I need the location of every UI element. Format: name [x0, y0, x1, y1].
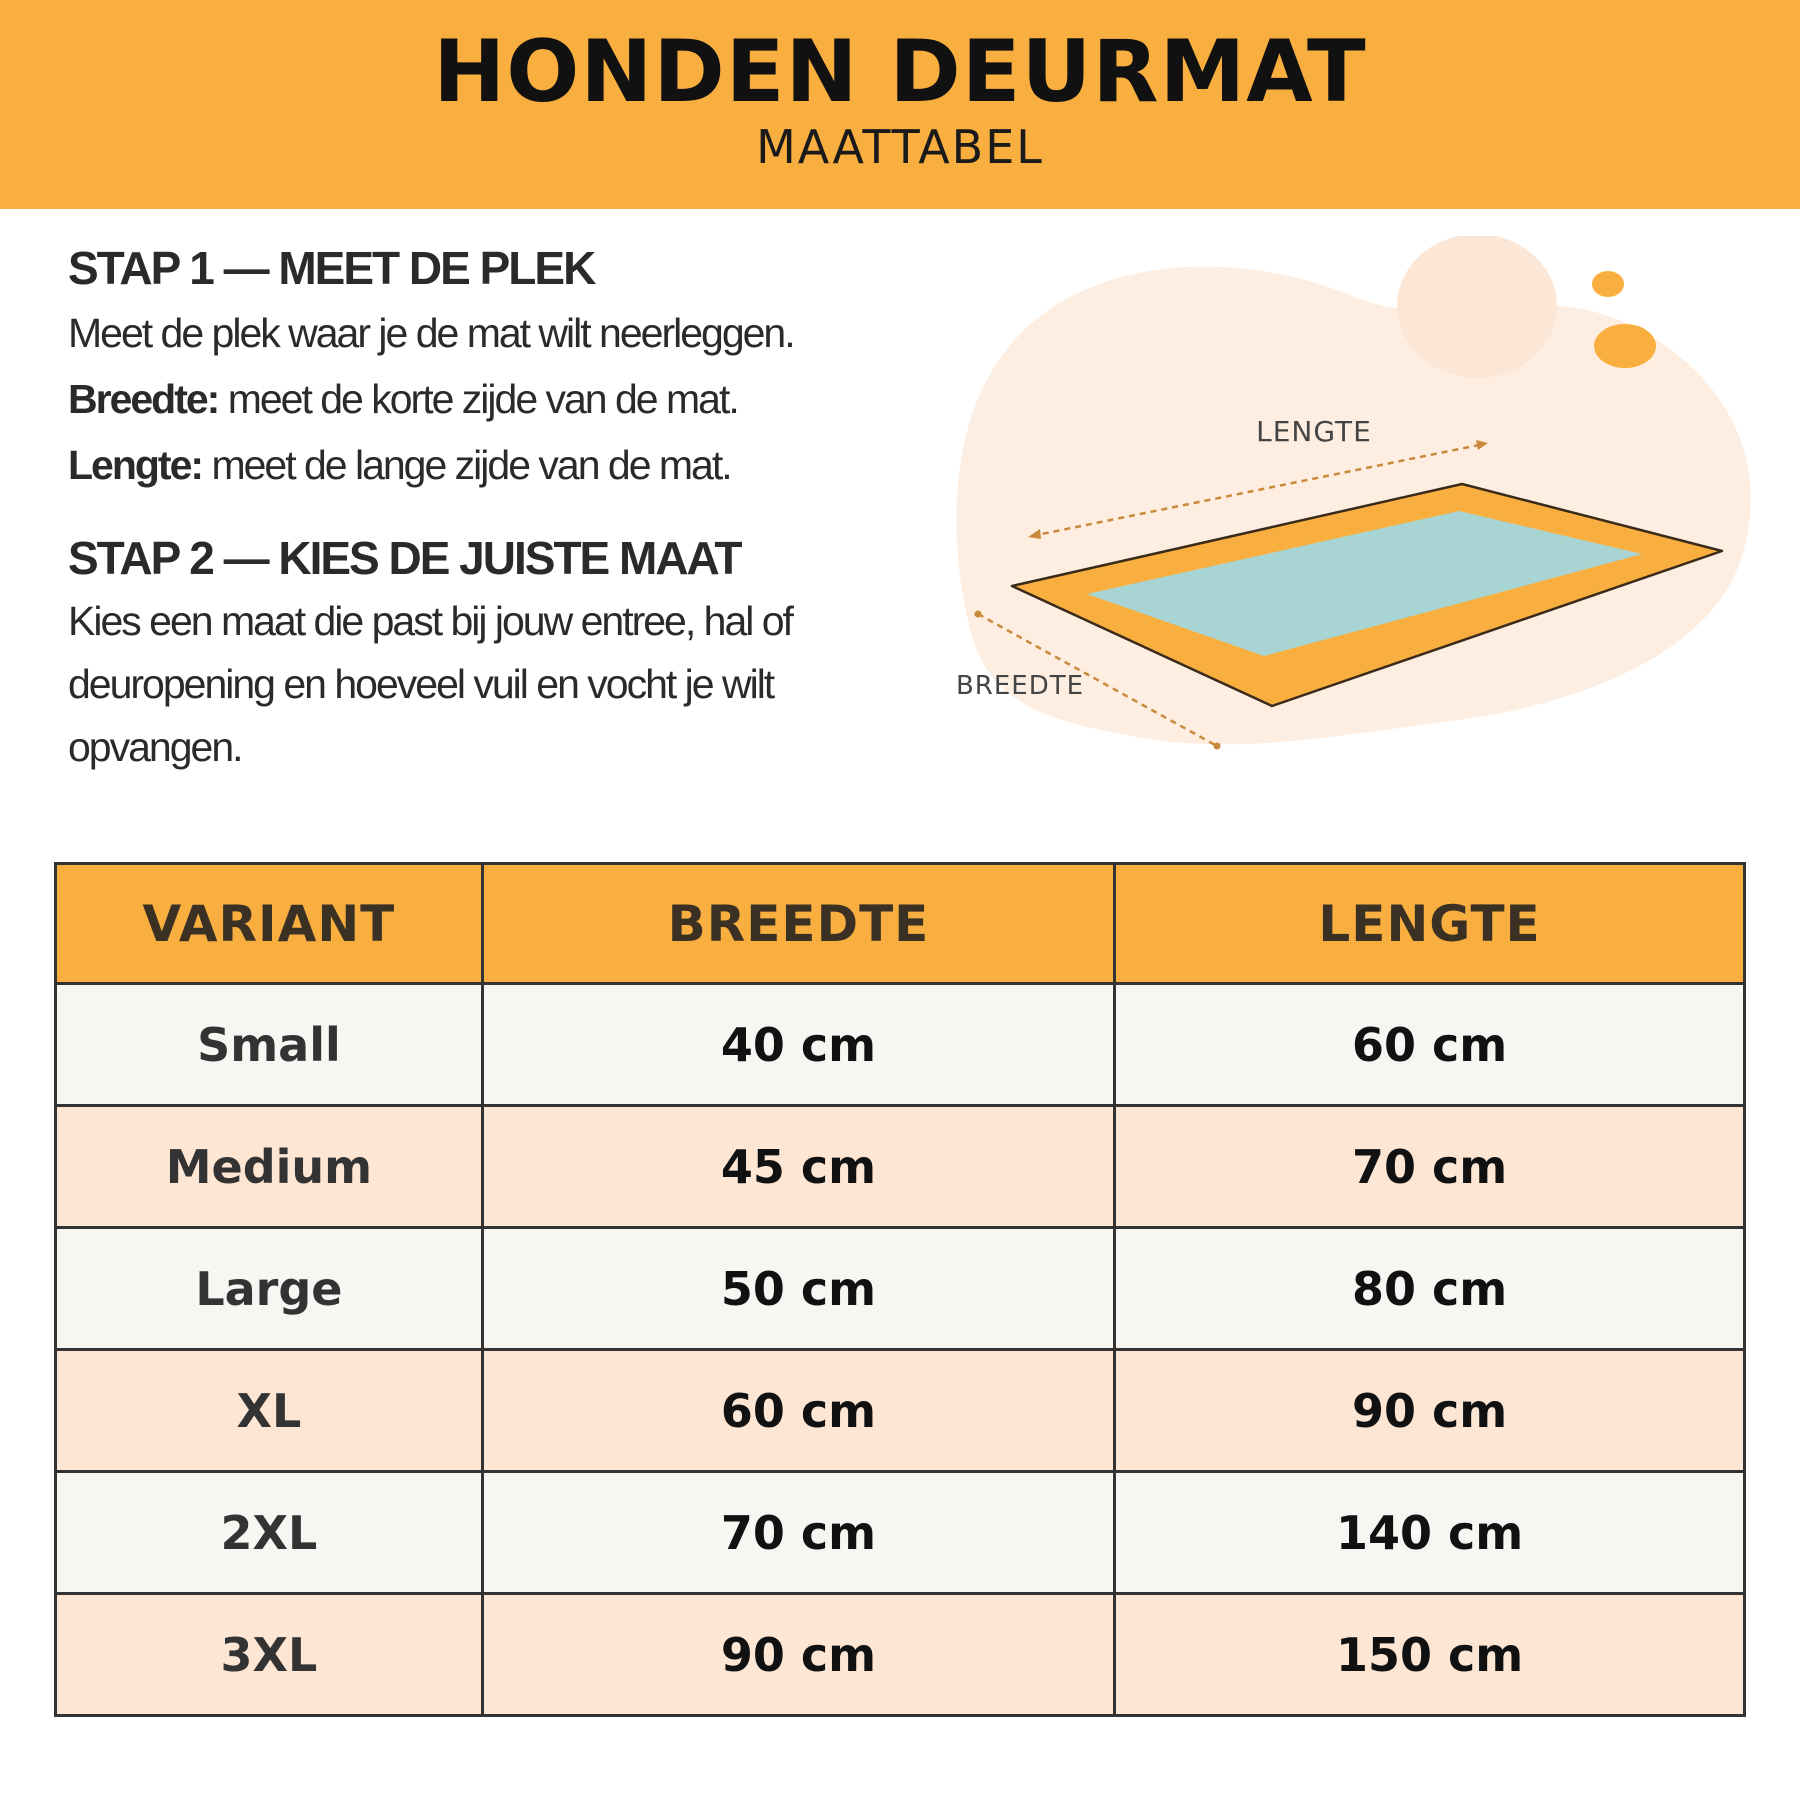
paw-dot-small: [1592, 271, 1624, 297]
step2: [68, 526, 928, 779]
step1-text: Meet de plek waar je de mat wilt neerleggen.: [68, 310, 794, 356]
table-row: [56, 1594, 1745, 1716]
step1-width-line: [68, 366, 928, 432]
step1-title: STAP 1 — MEET DE PLEK: [68, 242, 595, 294]
step1-length-line: [68, 432, 928, 498]
length-label: LENGTE: [1256, 415, 1372, 448]
paw-dot-large: [1594, 324, 1656, 368]
blob-circle: [1397, 236, 1557, 378]
lengte-cell: 80 cm: [1115, 1228, 1745, 1350]
width-label: Breedte:: [68, 376, 219, 422]
variant-cell: Medium: [56, 1106, 483, 1228]
length-label: Lengte:: [68, 442, 203, 488]
table-row: [56, 1228, 1745, 1350]
header-breedte: BREEDTE: [482, 864, 1114, 984]
table-row: [56, 1106, 1745, 1228]
variant-cell: Large: [56, 1228, 483, 1350]
lengte-cell: 150 cm: [1115, 1594, 1745, 1716]
step2-line2: deuropening en hoeveel vuil en vocht je wilt: [68, 661, 774, 707]
variant-cell: Small: [56, 984, 483, 1106]
doormat-illustration: [932, 236, 1760, 774]
step2-title: STAP 2 — KIES DE JUISTE MAAT: [68, 532, 741, 584]
page-subtitle: MAATTABEL: [756, 120, 1044, 174]
table-header-row: [56, 864, 1745, 984]
width-text: meet de korte zijde van de mat.: [218, 376, 738, 422]
variant-cell: XL: [56, 1350, 483, 1472]
table-row: [56, 1472, 1745, 1594]
header-lengte: LENGTE: [1115, 864, 1745, 984]
variant-cell: 3XL: [56, 1594, 483, 1716]
breedte-cell: 40 cm: [482, 984, 1114, 1106]
breedte-cell: 60 cm: [482, 1350, 1114, 1472]
width-end-top: [975, 611, 982, 618]
header-variant: VARIANT: [56, 864, 483, 984]
width-label: BREEDTE: [955, 671, 1085, 701]
variant-cell: 2XL: [56, 1472, 483, 1594]
lengte-cell: 60 cm: [1115, 984, 1745, 1106]
lengte-cell: 70 cm: [1115, 1106, 1745, 1228]
step2-line1: Kies een maat die past bij jouw entree, hal of: [68, 598, 792, 644]
size-table: [54, 862, 1746, 1717]
lengte-cell: 140 cm: [1115, 1472, 1745, 1594]
breedte-cell: 70 cm: [482, 1472, 1114, 1594]
table-row: [56, 1350, 1745, 1472]
breedte-cell: 50 cm: [482, 1228, 1114, 1350]
table-row: [56, 984, 1745, 1106]
page-title: HONDEN DEURMAT: [433, 22, 1367, 122]
breedte-cell: 90 cm: [482, 1594, 1114, 1716]
length-text: meet de lange zijde van de mat.: [202, 442, 731, 488]
step2-line3: opvangen.: [68, 724, 242, 770]
lengte-cell: 90 cm: [1115, 1350, 1745, 1472]
instructions: [68, 236, 928, 779]
header-banner: [0, 0, 1800, 209]
breedte-cell: 45 cm: [482, 1106, 1114, 1228]
width-end-bottom: [1214, 743, 1221, 750]
